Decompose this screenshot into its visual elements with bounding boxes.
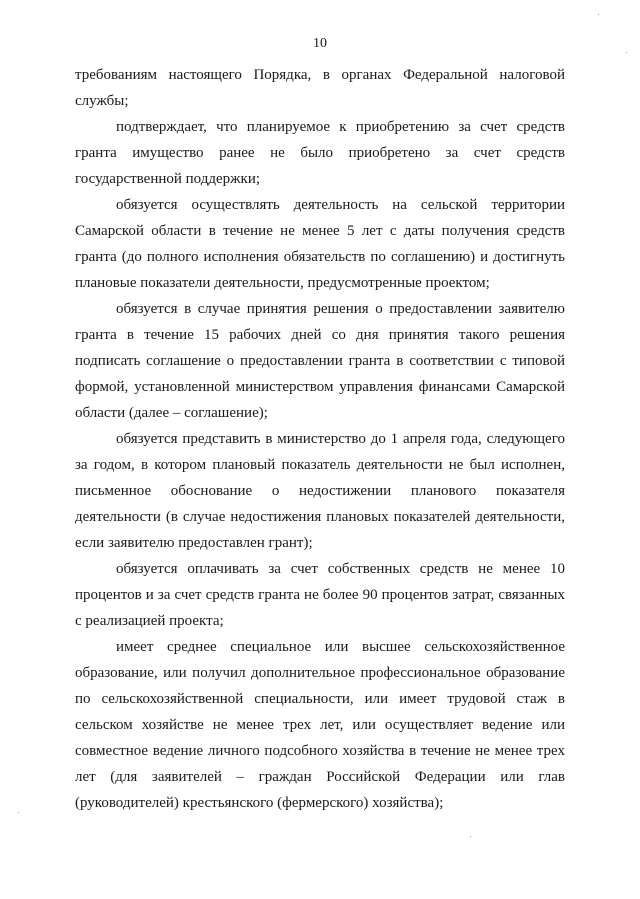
paragraph-justification-obligation: обязуется представить в министерство до 1 апреля года, следующего за годом, в котором плановый показатель деятельности не был исполнен, письменное обоснование о недостижении планового показателя деятельности (в случае недостижения плановых показателей деятельности, если заявителю предоставлен грант); (75, 431, 565, 551)
scan-speck (470, 836, 471, 837)
scan-speck (598, 14, 599, 15)
paragraph-education-experience: имеет среднее специальное или высшее сельскохозяйственное образование, или получил дополнительное профессиональное образование по сельскохозяйственной специальности, или имеет трудовой стаж в сельском хозяйстве не менее трех лет, или осуществляет ведение или совместное ведение личного подсобного хозяйства в течение не менее трех лет (для заявителей – граждан Российской Федерации или глав (руководителей) крестьянского (фермерского) хозяйства); (75, 639, 565, 811)
paragraph-cofinancing-obligation: обязуется оплачивать за счет собственных средств не менее 10 процентов и за счет средств гранта не более 90 процентов затрат, связанных с реализацией проекта; (75, 561, 565, 629)
document-body (75, 62, 565, 816)
scan-speck (18, 812, 19, 813)
paragraph-grant-agreement-obligation: обязуется в случае принятия решения о предоставлении заявителю гранта в течение 15 рабочих дней со дня принятия такого решения подписать соглашение о предоставлении гранта в соответствии с типовой формой, установленной министерством управления финансами Самарской области (далее – соглашение); (75, 301, 565, 421)
paragraph-rural-activity-obligation: обязуется осуществлять деятельность на сельской территории Самарской области в течение не менее 5 лет с даты получения средств гранта (до полного исполнения обязательств по соглашению) и достигнуть плановые показатели деятельности, предусмотренные проектом; (75, 197, 565, 291)
page-number: 10 (313, 36, 327, 51)
paragraph-property-confirmation: подтверждает, что планируемое к приобретению за счет средств гранта имущество ранее не было приобретено за счет средств государственной поддержки; (75, 119, 565, 187)
scan-speck (626, 52, 627, 53)
paragraph-tax-service: требованиям настоящего Порядка, в органах Федеральной налоговой службы; (75, 67, 565, 109)
